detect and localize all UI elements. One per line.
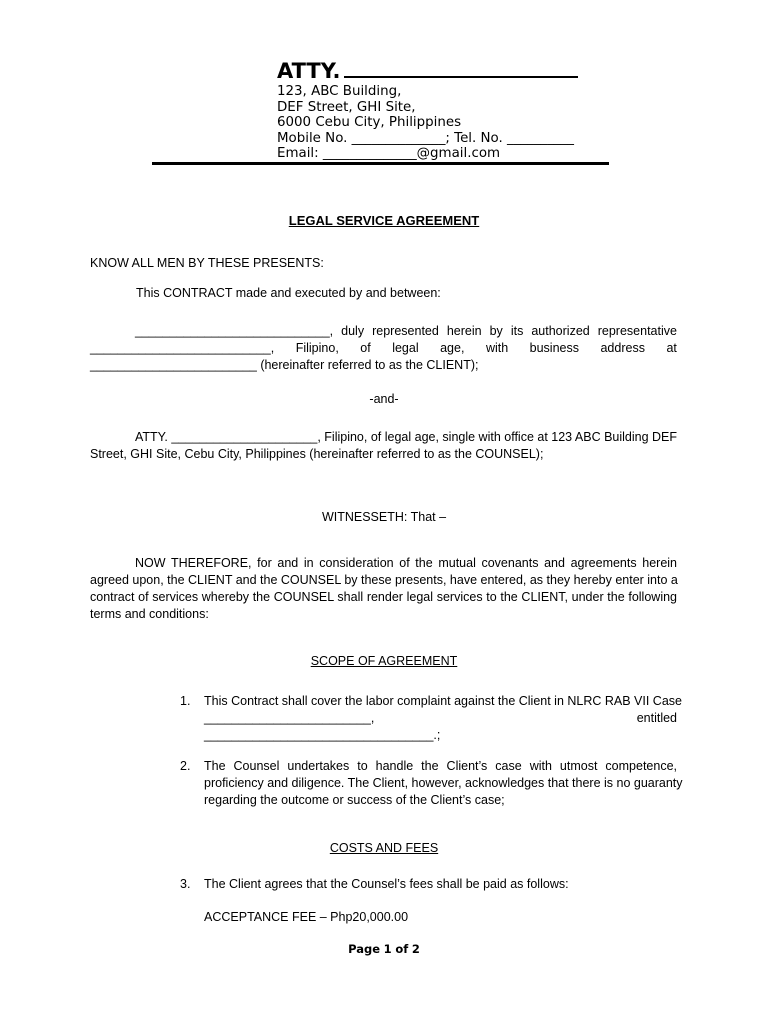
of-label: of bbox=[395, 942, 409, 956]
page-label: Page bbox=[348, 942, 380, 956]
word: representative bbox=[597, 324, 677, 338]
address-line-3: 6000 Cebu City, Philippines bbox=[277, 115, 462, 131]
word: of bbox=[360, 341, 371, 355]
email-line: Email: ______________@gmail.com bbox=[277, 146, 501, 162]
word: at bbox=[666, 341, 677, 355]
attorney-name-blank bbox=[344, 58, 578, 78]
word: age, bbox=[440, 341, 465, 355]
word: herein bbox=[446, 324, 482, 338]
word: by bbox=[489, 324, 503, 338]
word: address bbox=[600, 341, 645, 355]
item-text bbox=[204, 693, 682, 744]
party-counsel-paragraph bbox=[90, 429, 677, 463]
word: entitled bbox=[636, 711, 677, 725]
item-number: 1. bbox=[180, 694, 191, 708]
case-title-blank: _________________________________.; bbox=[204, 728, 441, 742]
now-therefore-paragraph bbox=[90, 555, 677, 623]
item-1-line-1: This Contract shall cover the labor complaint against the Client in NLRC RAB VII Case bbox=[204, 694, 682, 708]
item-2-line-2: proficiency and diligence. The Client, however, acknowledges that there is no guaranty bbox=[204, 776, 683, 790]
word: business bbox=[529, 341, 579, 355]
and-separator: -and- bbox=[369, 392, 399, 406]
current-page: 1 bbox=[383, 942, 392, 956]
attorney-name-line bbox=[277, 58, 578, 84]
item-3-line-1: The Client agrees that the Counsel’s fees shall be paid as follows: bbox=[204, 877, 569, 891]
now-line-1: NOW THEREFORE, for and in consideration of the mutual covenants and agreements herein bbox=[135, 556, 677, 570]
address-line-2: DEF Street, GHI Site, bbox=[277, 99, 416, 115]
item-number: 2. bbox=[180, 759, 191, 773]
costs-heading: COSTS AND FEES bbox=[329, 841, 439, 855]
letterhead bbox=[277, 58, 578, 162]
address-line-1: 123, ABC Building, bbox=[277, 84, 402, 99]
party-client-paragraph bbox=[90, 323, 677, 374]
item-text bbox=[204, 758, 683, 809]
client-name-blank: ____________________________, bbox=[135, 324, 334, 338]
witnesseth-heading: WITNESSETH: That – bbox=[321, 510, 447, 524]
party-client-line-3: ________________________ (hereinafter referred to as the CLIENT); bbox=[90, 358, 479, 372]
word: authorized bbox=[531, 324, 590, 338]
item-2-line-1: The Counsel undertakes to handle the Client’s case with utmost competence, bbox=[204, 759, 677, 773]
word: duly bbox=[341, 324, 365, 338]
representative-blank: __________________________, bbox=[90, 341, 275, 355]
document-title: LEGAL SERVICE AGREEMENT bbox=[288, 213, 480, 228]
word: Filipino, bbox=[295, 341, 339, 355]
opening-clause: KNOW ALL MEN BY THESE PRESENTS: bbox=[90, 256, 324, 270]
phone-line: Mobile No. ______________; Tel. No. __________ bbox=[277, 130, 574, 146]
word: with bbox=[485, 341, 509, 355]
now-line-2: agreed upon, the CLIENT and the COUNSEL by these presents, have entered, as they hereby enter into a bbox=[90, 573, 678, 587]
party-counsel-line-1: ATTY. _____________________, Filipino, of legal age, single with office at 123 ABC Building DEF bbox=[135, 430, 678, 444]
now-line-4: terms and conditions: bbox=[90, 607, 209, 621]
total-pages: 2 bbox=[411, 942, 420, 956]
party-client-line-2 bbox=[90, 340, 677, 357]
scope-heading: SCOPE OF AGREEMENT bbox=[310, 654, 458, 668]
acceptance-fee: ACCEPTANCE FEE – Php20,000.00 bbox=[204, 910, 409, 924]
word: legal bbox=[392, 341, 419, 355]
item-2-line-3: regarding the outcome or success of the Client’s case; bbox=[204, 793, 505, 807]
now-line-3: contract of services whereby the COUNSEL shall render legal services to the CLIENT, under the following bbox=[90, 590, 677, 604]
page-footer bbox=[0, 942, 768, 956]
party-client-line-1 bbox=[90, 323, 677, 340]
contract-intro: This CONTRACT made and executed by and between: bbox=[136, 286, 441, 300]
word: represented bbox=[372, 324, 439, 338]
word: its bbox=[510, 324, 524, 338]
item-text bbox=[204, 876, 677, 893]
attorney-title: ATTY. bbox=[277, 59, 341, 83]
party-counsel-line-2: Street, GHI Site, Cebu City, Philippines (hereinafter referred to as the COUNSEL); bbox=[90, 447, 544, 461]
case-number-blank: ________________________, bbox=[204, 711, 375, 725]
item-1-line-2 bbox=[204, 710, 677, 727]
letterhead-divider bbox=[152, 162, 609, 165]
item-number: 3. bbox=[180, 877, 191, 891]
